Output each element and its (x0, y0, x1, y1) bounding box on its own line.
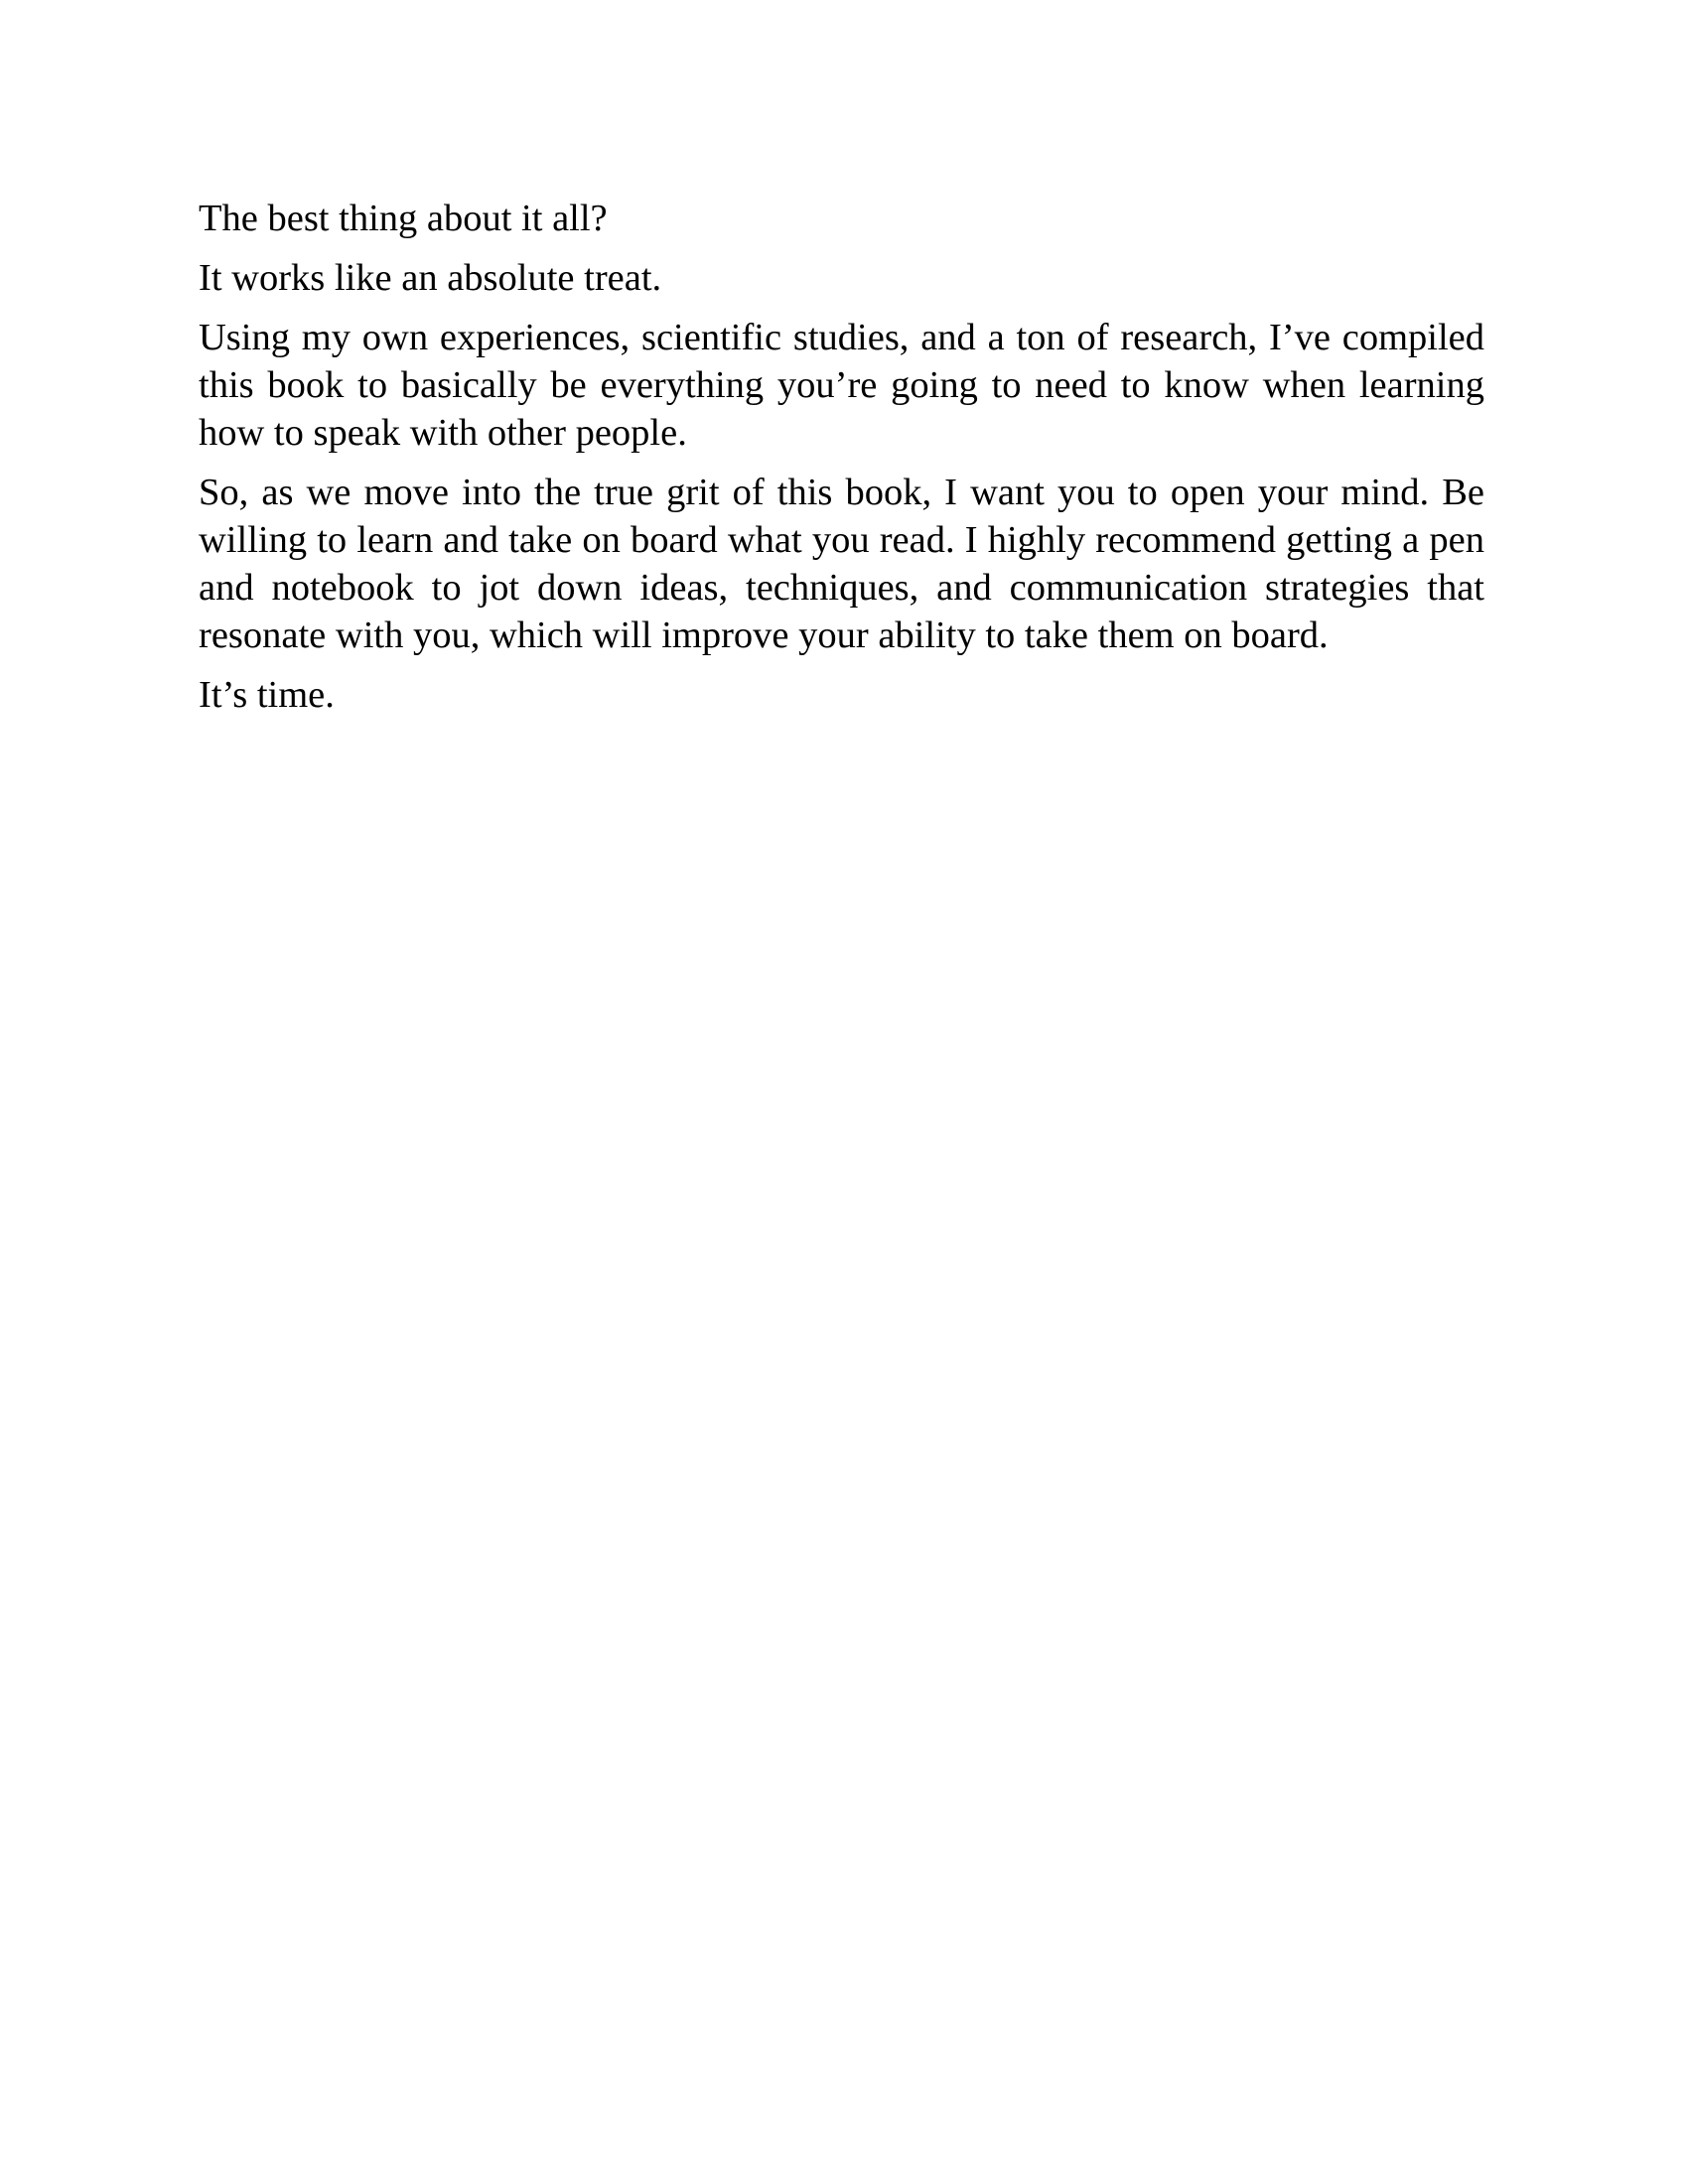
paragraph-4: So, as we move into the true grit of this book, I want you to open your mind. Be willing to learn and take on board what you read. I highly recommend getting a pen and notebook to jot down ideas, techniques, and communication strategies that resonate with you, which will improve your ability to take them on board. (199, 472, 1484, 656)
paragraph-3: Using my own experiences, scientific studies, and a ton of research, I’ve compiled this book to basically be everything you’re going to need to know when learning how to speak with other people. (199, 317, 1484, 454)
paragraph-2: It works like an absolute treat. (199, 257, 662, 299)
paragraph-5: It’s time. (199, 674, 335, 716)
body-text (199, 195, 1484, 731)
paragraph-1: The best thing about it all? (199, 198, 608, 239)
